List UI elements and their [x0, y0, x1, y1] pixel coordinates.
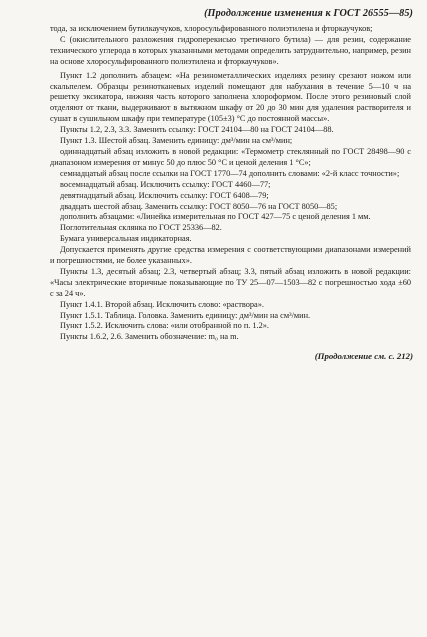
- paragraph: одиннадцатый абзац изложить в новой редакции: «Термометр стеклянный по ГОСТ 28498—90 с диапазоном измерения от минус 50 до плюс 50 °С и ценой деления 1 °С»;: [50, 146, 411, 167]
- paragraph: Пункты 1.2, 2.3, 3.3. Заменить ссылку: ГОСТ 24104—80 на ГОСТ 24104—88.: [60, 125, 334, 135]
- paragraph: Пункт 1.5.1. Таблица. Головка. Заменить единицу: дм³/мин на см³/мин.: [60, 310, 311, 320]
- paragraph: семнадцатый абзац после ссылки на ГОСТ 1770—74 дополнить словами: «2-й класс точности»;: [60, 168, 400, 178]
- paragraph: Пункты 1.6.2, 2.6. Заменить обозначение: m₀ на m.: [60, 332, 239, 342]
- paragraph: двадцать шестой абзац. Заменить ссылку: ГОСТ 8050—76 на ГОСТ 8050—85;: [60, 201, 338, 211]
- paragraph: Поглотительная склянка по ГОСТ 25336—82.: [60, 223, 222, 233]
- paragraph: Пункты 1.3, десятый абзац; 2.3, четвертый абзац; 3.3, пятый абзац изложить в новой редакции: «Часы электрические вторичные показывающие по ТУ 25—07—1503—82 с погрешностью хода ±60 с за 24 ч».: [50, 266, 411, 298]
- paragraph: дополнить абзацами: «Линейка измерительная по ГОСТ 427—75 с ценой деления 1 мм.: [60, 212, 371, 222]
- paragraph: Пункт 1.5.2. Исключить слова: «или отобранной по п. 1.2».: [60, 321, 269, 331]
- paragraph: Пункт 1.3. Шестой абзац. Заменить единицу: дм³/мин на см³/мин;: [60, 136, 293, 146]
- paragraph: Допускается применять другие средства измерения с соответствующими диапазонами измерений и погрешностями, не более указанных».: [50, 245, 411, 266]
- continuation-note: (Продолжение см. с. 212): [314, 351, 413, 361]
- paragraph: Пункт 1.2 дополнить абзацем: «На резинометаллических изделиях резину срезают ножом или скальпелем. Образцы резинотканевых изделий помещают для набухания в течение 5—10 ч на решетку эксикатора, нижняя часть которого заполнена хлороформом. После этого резиновый слой отделяют от ткани, выдерживают в вытяжном шкафу от 20 до 30 мин для удаления растворителя и сушат в сушильном шкафу при температуре (105±3) °С до постоянной массы».: [50, 70, 411, 124]
- running-header: (Продолжение изменения к ГОСТ 26555—85): [204, 8, 413, 19]
- paragraph: девятнадцатый абзац. Исключить ссылку: ГОСТ 6408—79;: [60, 190, 269, 200]
- paragraph: Пункт 1.4.1. Второй абзац. Исключить слово: «раствора».: [60, 299, 264, 309]
- paragraph: С (окислительного разложения гидроперекисью третичного бутила) — для резин, содержание технического углерода в которых указанными методами определить затруднительно, например, резин на основе хлоросульфированного полиэтилена и фторкаучуков».: [50, 34, 411, 66]
- paragraph: Бумага универсальная индикаторная.: [60, 234, 192, 244]
- document-body: [50, 24, 411, 343]
- paragraph: восемнадцатый абзац. Исключить ссылку: ГОСТ 4460—77;: [60, 179, 271, 189]
- paragraph: тода, за исключением бутилкаучуков, хлоросульфированного полиэтилена и фторкаучуков;: [50, 24, 373, 33]
